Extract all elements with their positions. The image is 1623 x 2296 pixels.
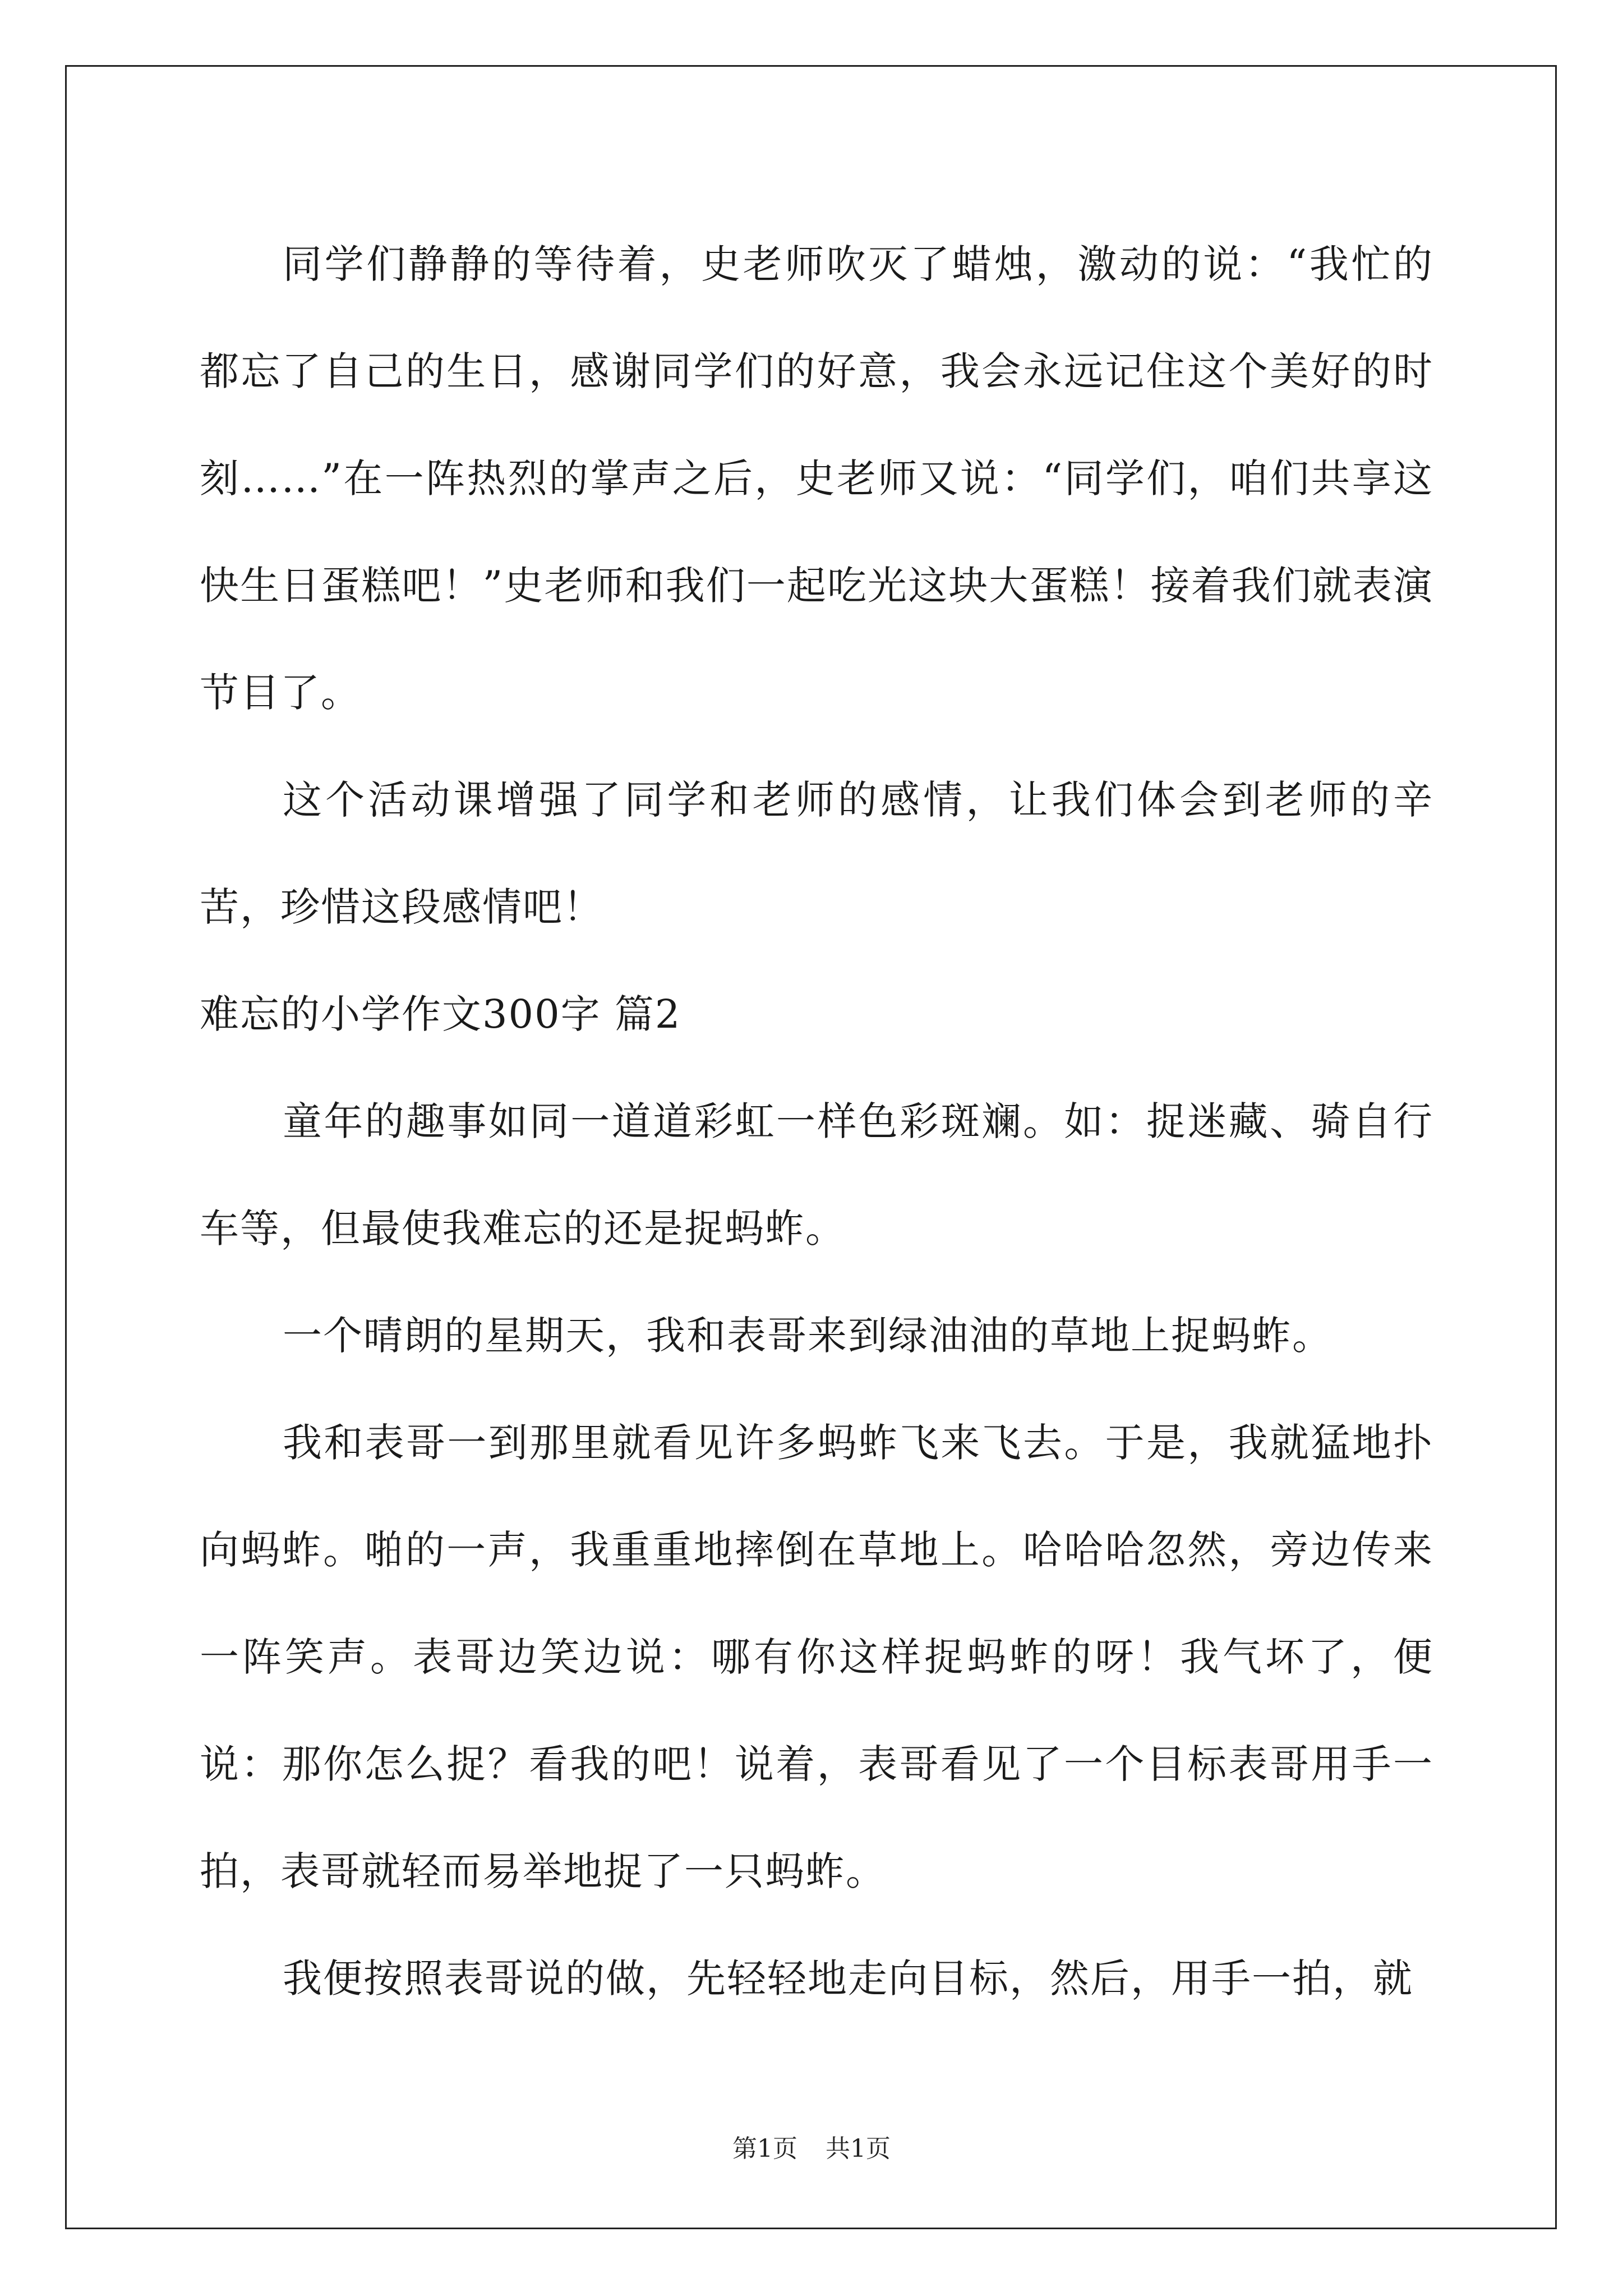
paragraph: 我便按照表哥说的做，先轻轻地走向目标，然后，用手一拍，就 (283, 1955, 1413, 2001)
paragraph: 这个活动课增强了同学和老师的感情，让我们体会到老师的辛苦，珍惜这段感情吧！ (200, 777, 1433, 930)
paragraph: 同学们静静的等待着，史老师吹灭了蜡烛，激动的说：“我忙的都忘了自己的生日，感谢同学们的好意，我会永远记住这个美好的时刻……”在一阵热烈的掌声之后，史老师又说：“同学们，咱们共享这快生日蛋糕吧！”史老师和我们一起吃光这块大蛋糕！接着我们就表演节目了。 (200, 241, 1433, 716)
document-body (200, 211, 1433, 2032)
paragraph: 一个晴朗的星期天，我和表哥来到绿油油的草地上捉蚂蚱。 (283, 1313, 1332, 1359)
page-footer (0, 2132, 1623, 2166)
page-number: 第1页 (732, 2134, 797, 2163)
section-heading: 难忘的小学作文300字 篇2 (200, 991, 681, 1037)
page-total: 共1页 (826, 2134, 891, 2163)
paragraph: 童年的趣事如同一道道彩虹一样色彩斑斓。如：捉迷藏、骑自行车等，但最使我难忘的还是捉蚂蚱。 (200, 1098, 1433, 1251)
paragraph: 我和表哥一到那里就看见许多蚂蚱飞来飞去。于是，我就猛地扑向蚂蚱。啪的一声，我重重地摔倒在草地上。哈哈哈忽然，旁边传来一阵笑声。表哥边笑边说：哪有你这样捉蚂蚱的呀！我气坏了，便说：那你怎么捉？看我的吧！说着，表哥看见了一个目标表哥用手一拍，表哥就轻而易举地捉了一只蚂蚱。 (200, 1420, 1433, 1894)
